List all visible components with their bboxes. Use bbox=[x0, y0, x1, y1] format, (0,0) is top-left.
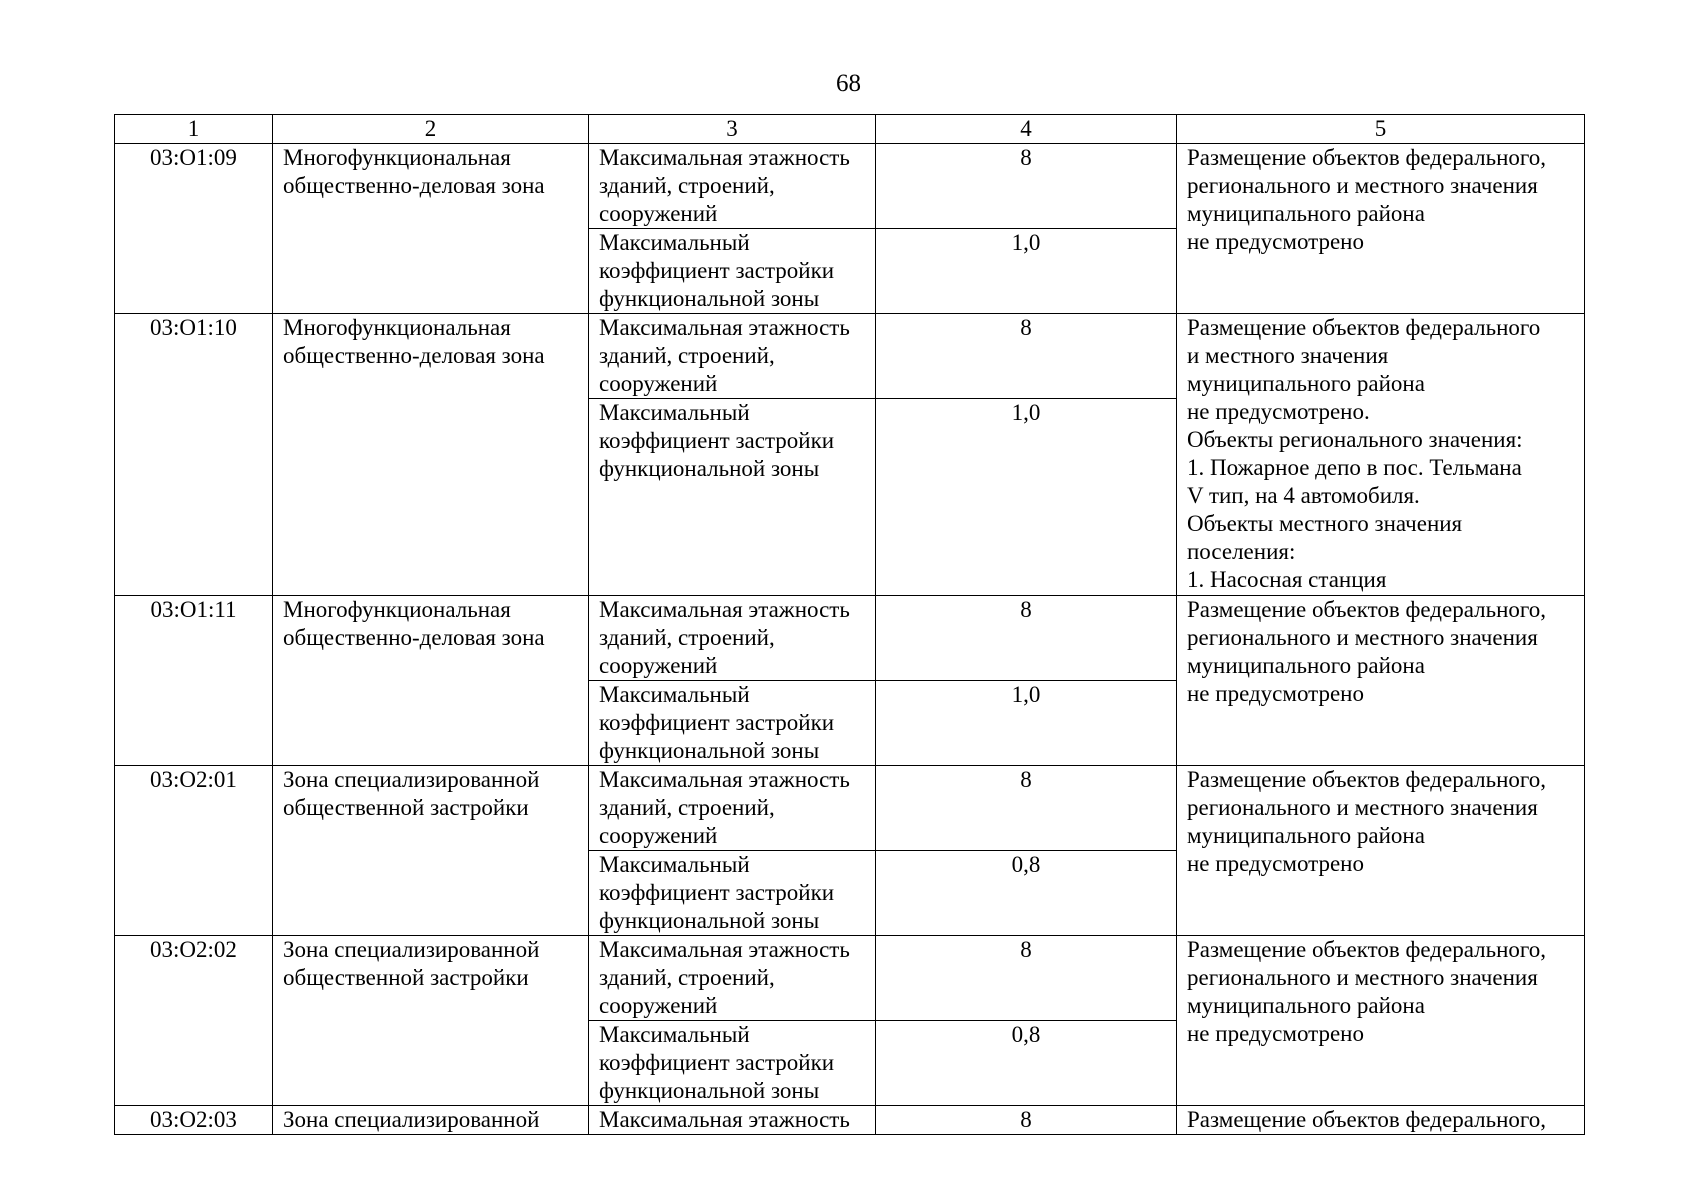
zone-name-line: общественной застройки bbox=[283, 965, 529, 990]
parameter-value-cell: 8 bbox=[876, 936, 1177, 1021]
parameter-name-cell bbox=[589, 851, 876, 936]
table-row bbox=[115, 936, 1585, 1021]
table-row bbox=[115, 144, 1585, 229]
zone-code-cell: 03:О1:10 bbox=[115, 314, 273, 596]
parameter-name-cell bbox=[589, 314, 876, 399]
placement-notes-line: муниципального района bbox=[1187, 653, 1425, 678]
parameter-name-line: Максимальная этажность bbox=[599, 315, 850, 340]
placement-notes-cell bbox=[1177, 766, 1585, 936]
parameter-name-line: функциональной зоны bbox=[599, 908, 820, 933]
parameter-value-cell: 8 bbox=[876, 596, 1177, 681]
placement-notes-line: не предусмотрено bbox=[1187, 851, 1364, 876]
zone-name-line: общественно-деловая зона bbox=[283, 343, 545, 368]
placement-notes-line: V тип, на 4 автомобиля. bbox=[1187, 483, 1420, 508]
zone-code-cell: 03:О2:01 bbox=[115, 766, 273, 936]
placement-notes-line: Размещение объектов федерального, bbox=[1187, 937, 1546, 962]
zone-name-line: Зона специализированной bbox=[283, 767, 540, 792]
table-row bbox=[115, 314, 1585, 399]
parameter-name-cell bbox=[589, 399, 876, 596]
zone-name-line: общественно-деловая зона bbox=[283, 625, 545, 650]
parameter-name-line: сооружений bbox=[599, 823, 718, 848]
placement-notes-line: муниципального района bbox=[1187, 371, 1425, 396]
zone-code-cell: 03:О1:11 bbox=[115, 596, 273, 766]
parameter-name-line: зданий, строений, bbox=[599, 173, 775, 198]
parameter-name-line: функциональной зоны bbox=[599, 738, 820, 763]
parameter-value-cell: 8 bbox=[876, 314, 1177, 399]
parameter-name-line: Максимальный bbox=[599, 400, 750, 425]
zone-code-cell: 03:О1:09 bbox=[115, 144, 273, 314]
placement-notes-line: 1. Пожарное депо в пос. Тельмана bbox=[1187, 455, 1522, 480]
zone-name-cell bbox=[273, 314, 589, 596]
parameter-name-line: зданий, строений, bbox=[599, 343, 775, 368]
parameter-name-line: функциональной зоны bbox=[599, 456, 820, 481]
parameter-value-cell: 8 bbox=[876, 1106, 1177, 1135]
placement-notes-line: не предусмотрено bbox=[1187, 681, 1364, 706]
parameter-name-line: Максимальный bbox=[599, 852, 750, 877]
placement-notes-line: регионального и местного значения bbox=[1187, 795, 1538, 820]
zone-name-line: Многофункциональная bbox=[283, 597, 511, 622]
zone-name-cell bbox=[273, 596, 589, 766]
placement-notes-line: Размещение объектов федерального, bbox=[1187, 145, 1546, 170]
zone-name-cell bbox=[273, 766, 589, 936]
placement-notes-line: регионального и местного значения bbox=[1187, 625, 1538, 650]
parameter-name-line: коэффициент застройки bbox=[599, 710, 835, 735]
parameter-name-line: Максимальная этажность bbox=[599, 145, 850, 170]
column-header-4: 4 bbox=[876, 115, 1177, 144]
parameter-name-cell bbox=[589, 681, 876, 766]
placement-notes-cell bbox=[1177, 596, 1585, 766]
zone-name-line: общественной застройки bbox=[283, 795, 529, 820]
parameter-value-cell: 8 bbox=[876, 144, 1177, 229]
placement-notes-line: Размещение объектов федерального bbox=[1187, 315, 1541, 340]
placement-notes-line: не предусмотрено bbox=[1187, 1021, 1364, 1046]
parameter-name-line: Максимальный bbox=[599, 1022, 750, 1047]
page-number: 68 bbox=[836, 70, 861, 97]
parameter-name-line: сооружений bbox=[599, 371, 718, 396]
parameter-name-cell bbox=[589, 766, 876, 851]
parameter-name-line: Максимальный bbox=[599, 682, 750, 707]
parameter-name-line: зданий, строений, bbox=[599, 795, 775, 820]
parameter-name-line: зданий, строений, bbox=[599, 625, 775, 650]
column-header-3: 3 bbox=[589, 115, 876, 144]
table-row bbox=[115, 1106, 1585, 1135]
parameter-value-cell: 1,0 bbox=[876, 229, 1177, 314]
zone-code-cell: 03:О2:02 bbox=[115, 936, 273, 1106]
placement-notes-cell bbox=[1177, 936, 1585, 1106]
parameter-value-cell: 1,0 bbox=[876, 681, 1177, 766]
zones-table bbox=[114, 114, 1585, 1135]
zone-code-cell: 03:О2:03 bbox=[115, 1106, 273, 1135]
parameter-name-line: Максимальная этажность bbox=[599, 767, 850, 792]
placement-notes-line: Размещение объектов федерального, bbox=[1187, 597, 1546, 622]
zone-name-line: общественно-деловая зона bbox=[283, 173, 545, 198]
parameter-name-line: коэффициент застройки bbox=[599, 428, 835, 453]
zone-name-cell bbox=[273, 936, 589, 1106]
parameter-name-line: сооружений bbox=[599, 201, 718, 226]
parameter-name-line: Максимальная этажность bbox=[599, 937, 850, 962]
placement-notes-cell bbox=[1177, 314, 1585, 596]
parameter-name-line: коэффициент застройки bbox=[599, 258, 835, 283]
zone-name-cell: Зона специализированной bbox=[273, 1106, 589, 1135]
parameter-name-line: Максимальная этажность bbox=[599, 597, 850, 622]
parameter-name-line: сооружений bbox=[599, 653, 718, 678]
zone-name-line: Многофункциональная bbox=[283, 145, 511, 170]
placement-notes-line: не предусмотрено. bbox=[1187, 399, 1370, 424]
placement-notes-cell bbox=[1177, 144, 1585, 314]
placement-notes-line: регионального и местного значения bbox=[1187, 173, 1538, 198]
zone-name-cell bbox=[273, 144, 589, 314]
parameter-value-cell: 1,0 bbox=[876, 399, 1177, 596]
parameter-name-cell bbox=[589, 596, 876, 681]
parameter-name-cell bbox=[589, 936, 876, 1021]
placement-notes-line: Объекты местного значения bbox=[1187, 511, 1463, 536]
parameter-value-cell: 0,8 bbox=[876, 1021, 1177, 1106]
zone-name-line: Зона специализированной bbox=[283, 937, 540, 962]
placement-notes-line: Объекты регионального значения: bbox=[1187, 427, 1523, 452]
table-row bbox=[115, 596, 1585, 681]
placement-notes-line: не предусмотрено bbox=[1187, 229, 1364, 254]
placement-notes-line: регионального и местного значения bbox=[1187, 965, 1538, 990]
parameter-value-cell: 8 bbox=[876, 766, 1177, 851]
parameter-name-line: сооружений bbox=[599, 993, 718, 1018]
placement-notes-line: поселения: bbox=[1187, 539, 1296, 564]
column-header-5: 5 bbox=[1177, 115, 1585, 144]
placement-notes-line: муниципального района bbox=[1187, 823, 1425, 848]
placement-notes-line: Размещение объектов федерального, bbox=[1187, 767, 1546, 792]
parameter-value-cell: 0,8 bbox=[876, 851, 1177, 936]
parameter-name-line: коэффициент застройки bbox=[599, 880, 835, 905]
parameter-name-line: зданий, строений, bbox=[599, 965, 775, 990]
parameter-name-cell bbox=[589, 144, 876, 229]
placement-notes-cell: Размещение объектов федерального, bbox=[1177, 1106, 1585, 1135]
placement-notes-line: 1. Насосная станция bbox=[1187, 567, 1387, 592]
parameter-name-cell bbox=[589, 1021, 876, 1106]
column-header-2: 2 bbox=[273, 115, 589, 144]
column-header-1: 1 bbox=[115, 115, 273, 144]
parameter-name-cell: Максимальная этажность bbox=[589, 1106, 876, 1135]
parameter-name-line: функциональной зоны bbox=[599, 1078, 820, 1103]
placement-notes-line: муниципального района bbox=[1187, 993, 1425, 1018]
zone-name-line: Многофункциональная bbox=[283, 315, 511, 340]
parameter-name-line: Максимальный bbox=[599, 230, 750, 255]
placement-notes-line: и местного значения bbox=[1187, 343, 1389, 368]
parameter-name-line: коэффициент застройки bbox=[599, 1050, 835, 1075]
table-header-row bbox=[115, 115, 1585, 144]
parameter-name-line: функциональной зоны bbox=[599, 286, 820, 311]
parameter-name-cell bbox=[589, 229, 876, 314]
placement-notes-line: муниципального района bbox=[1187, 201, 1425, 226]
table-row bbox=[115, 766, 1585, 851]
